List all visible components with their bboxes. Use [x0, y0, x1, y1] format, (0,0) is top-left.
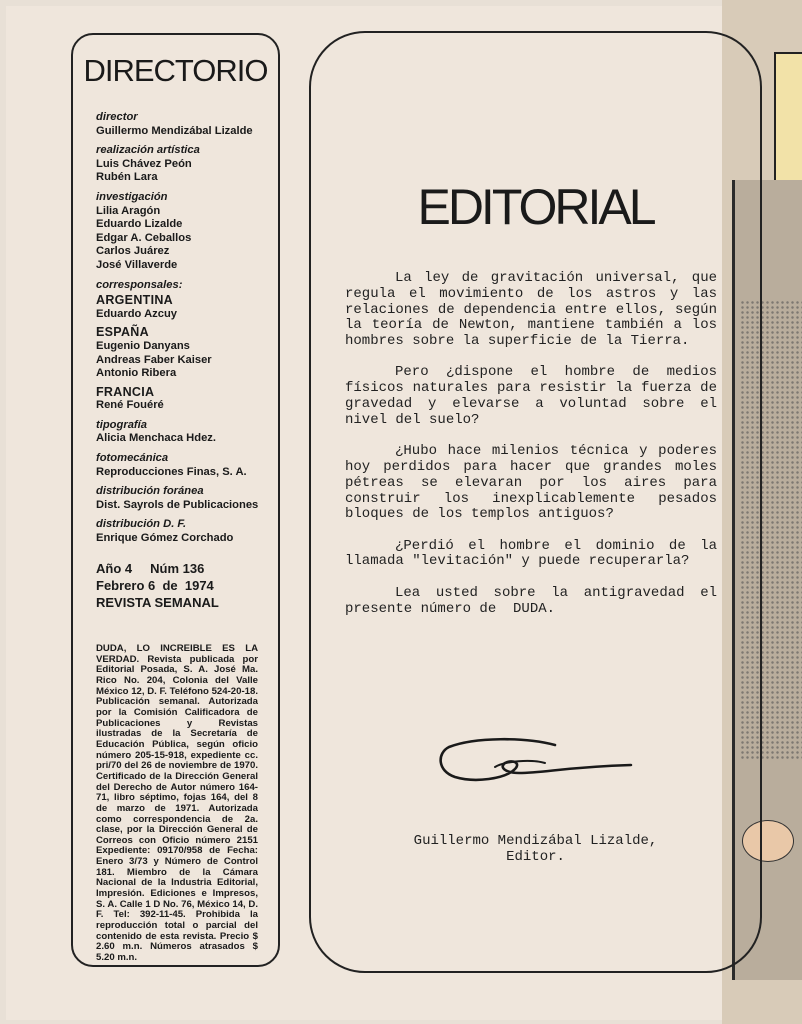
- staff-name: Luis Chávez Peón: [96, 157, 192, 170]
- editorial-paragraph: ¿Perdió el hombre el dominio de la llamada "levitación" y puede recuperarla?: [345, 537, 717, 570]
- role-label: tipografía: [96, 418, 147, 431]
- staff-name: René Fouéré: [96, 399, 164, 412]
- issue-info: [96, 560, 276, 611]
- staff-name: José Villaverde: [96, 258, 178, 271]
- editorial-title: EDITORIAL: [417, 179, 654, 235]
- directory-section: [96, 144, 276, 185]
- staff-name: Carlos Juárez: [96, 245, 170, 258]
- signature-image: [435, 733, 635, 793]
- role-label: director: [96, 111, 138, 123]
- country-label: ARGENTINA: [96, 293, 174, 308]
- issue-number: Núm 136: [150, 560, 205, 576]
- editorial-paragraph: Pero ¿dispone el hombre de medios físicos naturales para resistir la fuerza de gravedad y elevarse a voluntad sobre el nivel del suelo?: [345, 364, 717, 428]
- legal-notice: DUDA, LO INCREIBLE ES LA VERDAD. Revista publicada por Editorial Posada, S. A. José Ma. Rico No. 204, Colonia del Valle México 12, D. F. Teléfono 524-20-18. Publicación semanal. Autorizada por la Comisión Calificadora de Publicaciones y Revistas ilustradas de la Secretaría de Educación Pública, según oficio número 205-15-918, expediente cc. pri/70 del 26 de noviembre de 1970. Certificado de la Dirección General del Derecho de Autor número 164-71, libro séptimo, fojas 164, del 8 de marzo de 1971. Autorizada como correspondencia de 2a. clase, por la Dirección General de Correos con Oficio número 2151 Expediente: 09170/958 de Fecha: Enero 3/73 y Número de Control 181. Miembro de la Cámara Nacional de la Industria Editorial, Impresión. Ediciones e Impresos, S. A. Calle 1 D No. 76, México 14, D. F. Tel: 392-11-45. Prohibida la reproducción total o parcial del contenido de esta revista. Precio $ 2.60 m.n. Números atrasados $ 5.20 m.n.: [96, 643, 258, 964]
- staff-name: Eduardo Azcuy: [96, 307, 178, 320]
- directory-title: DIRECTORIO: [83, 53, 268, 88]
- role-label: realización artística: [96, 144, 200, 157]
- country-label: ESPAÑA: [96, 325, 149, 340]
- directory-section: [96, 485, 276, 512]
- issue-date: Febrero 6 de 1974: [96, 577, 214, 593]
- directory-panel: [71, 33, 280, 967]
- staff-name: Alicia Menchaca Hdez.: [96, 432, 216, 445]
- staff-name: Guillermo Mendizábal Lizalde: [96, 124, 253, 137]
- directory-section: [96, 191, 276, 273]
- editorial-body: [345, 270, 726, 633]
- staff-name: Eduardo Lizalde: [96, 218, 183, 231]
- role-label: distribución foránea: [96, 485, 204, 498]
- issue-year-number: [96, 560, 276, 577]
- staff-name: Rubén Lara: [96, 171, 158, 184]
- signature-name: Guillermo Mendizábal Lizalde,: [413, 833, 658, 849]
- role-label: distribución D. F.: [96, 518, 187, 531]
- issue-year: Año 4: [96, 560, 133, 576]
- directory-section: [96, 279, 276, 413]
- staff-name: Enrique Gómez Corchado: [96, 532, 234, 545]
- country-label: FRANCIA: [96, 384, 155, 399]
- editorial-paragraph: Lea usted sobre la antigravedad el presente número de DUDA.: [345, 584, 726, 617]
- comic-caption-box: [774, 52, 802, 184]
- directory-section: [96, 419, 276, 446]
- role-label: fotomecánica: [96, 452, 169, 465]
- staff-name: Reproducciones Finas, S. A.: [96, 465, 247, 478]
- staff-name: Antonio Ribera: [96, 367, 177, 380]
- staff-name: Lilia Aragón: [96, 204, 161, 217]
- staff-name: Eugenio Danyans: [96, 339, 190, 352]
- role-label: investigación: [96, 190, 168, 203]
- staff-name: Dist. Sayrols de Publicaciones: [96, 498, 259, 511]
- editorial-panel: [309, 31, 762, 973]
- directory-list: [96, 111, 276, 611]
- signature-block: [311, 833, 760, 865]
- editorial-paragraph: ¿Hubo hace milenios técnica y poderes hoy perdidos para hacer que grandes moles pétreas se elevaran por los aires para construir los inexplicablemente pesados bloques de los templos antiguos?: [345, 443, 717, 523]
- staff-name: Edgar A. Ceballos: [96, 231, 192, 244]
- signature-title: Editor.: [506, 849, 565, 865]
- issue-frequency: REVISTA SEMANAL: [96, 594, 219, 610]
- role-label: corresponsales:: [96, 278, 183, 291]
- directory-section: [96, 452, 276, 479]
- directory-section: [96, 111, 276, 138]
- staff-name: Andreas Faber Kaiser: [96, 353, 212, 366]
- editorial-paragraph: La ley de gravitación universal, que regula el movimiento de los astros y las relaciones de dependencia entre ellos, según la teoría de Newton, mantiene también a los hombres sobre la superficie de la Tierra.: [345, 270, 717, 350]
- directory-section: [96, 518, 276, 545]
